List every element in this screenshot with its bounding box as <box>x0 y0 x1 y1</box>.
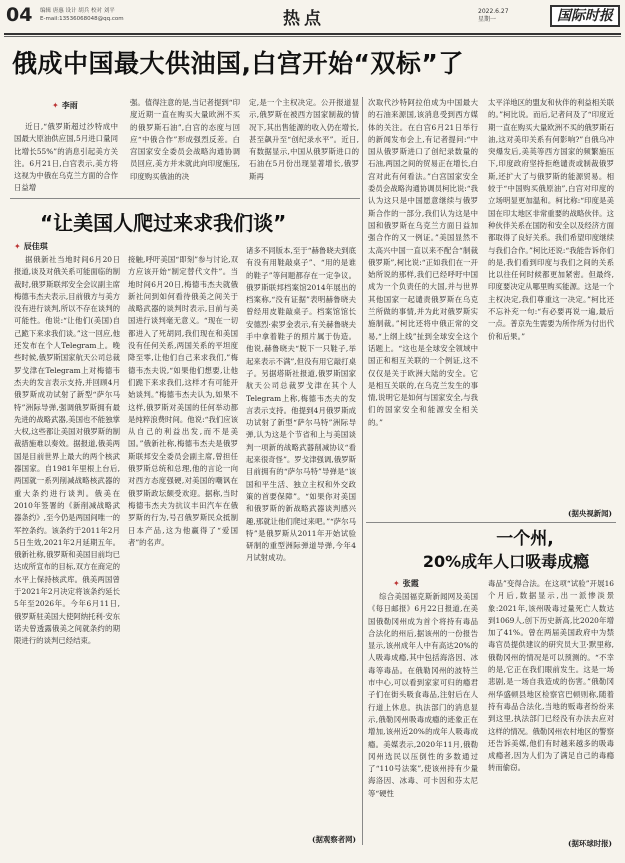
editor-meta <box>40 7 210 23</box>
article2-col3 <box>246 245 356 830</box>
article2-byline <box>14 241 48 252</box>
article1-col1-text: 近日,“俄罗斯超过沙特成中国最大原油供应国,5月进口量同比增长55%”的消息引起美方关注。6月21日,白宫表示,美方将这视为中俄在乌克兰方面的合作日益增 <box>14 122 118 193</box>
article2-headline: “让美国人爬过来求我们谈” <box>40 211 287 235</box>
article1-credit: (据央视新闻) <box>568 509 612 518</box>
article2-col1-text: 据俄新社当地时间6月20日报道,谈及对俄关系可能面临的制裁时,俄罗斯联邦安全会议副主席梅德韦杰夫表示,目前俄方与美方没有进行谈判,所以不存在谈判的可能性。他说:“让他们(美国)自己跪下来求我们谈。”这一回应,他还发布在个人Telegram上。晚些时候,俄罗斯国家航天公司总裁罗戈津在Telegram上对梅德韦杰夫的发言表示支持,并回顾4月俄罗斯成功试射了新型“萨尔马特”洲际导弹,强调俄罗斯拥有最先进的战略武器,美国也不能独掌大权,这些都让美国对俄罗斯的制裁措施难以奏效。据报道,俄美两国是目前世界上最大的两个核武器国家。自1981年里根上台后,两国就一系列削减战略核武器的重大条约进行谈判。俄美在2010年签署的《新削减战略武器条约》,至今仍是两国间唯一的军控条约。该条约于2011年2月5日生效,2021年2月延期五年。俄新社称,俄罗斯和美国目前均已达成所宣布的目标,双方在商定的水平上保持核武库。俄美两国曾于2021年2月决定将该条约延长5年至2026年。今年6月11日,俄罗斯驻美国大使阿纳托利·安东诺夫曾透露俄美之间就条约的期限进行的谈判已经结束。 <box>14 255 120 646</box>
article1-headline: 俄成中国最大供油国,白宫开始“双标”了 <box>12 49 464 78</box>
article1-col3 <box>249 97 359 193</box>
article3-col2 <box>488 578 614 832</box>
article3-headline-line2: 20%成年人口吸毒成瘾 <box>422 552 590 571</box>
article1-byline <box>52 100 78 111</box>
article1-author: 李雨 <box>61 101 78 110</box>
issue-date <box>478 8 548 24</box>
email-line: E-mail:13536068048@qq.com <box>40 16 124 22</box>
article2-col3-text: 诸多不同版本,至于“赫鲁晓夫到底有没有用鞋敲桌子”、“用的是谁的鞋子”等问题都存在一定争议。俄罗斯联邦档案馆2014年展出的档案称,“没有证据”表明赫鲁晓夫曾经用皮鞋敲桌子。档案馆馆长安德烈·索罗金表示,有关赫鲁晓夫手中拿着鞋子的照片属于伪造。他说,赫鲁晓夫“脱下一只鞋子,举起来表示不满”,但没有用它敲打桌子。另据塔斯社报道,俄罗斯国家航天公司总裁罗戈津在其个人Telegram上称,梅德韦杰夫的发言表示支持。他提到4月俄罗斯成功试射了新型“萨尔马特”洲际导弹,认为这是个节省和上与美国谈判一项新的战略武器削减协议“看起来很奇怪”。罗戈津强调,俄罗斯目前拥有的“萨尔马特”导弹是“该国和平生活、独立主权和外交政策的首要保障”。“如果你对美国和俄罗斯的新战略武器谈判感兴趣,那就让他们爬过来吧。”“萨尔马特”是俄罗斯从2011年开始试验研制的重型洲际弹道导弹,今年4月试射成功。 <box>246 246 356 563</box>
header-rule <box>4 33 621 35</box>
article3-byline <box>393 578 419 589</box>
page-number: 04 <box>6 4 33 26</box>
divider-vert <box>362 97 363 845</box>
divider-a1 <box>10 198 360 199</box>
article1-col2 <box>130 97 240 193</box>
article2-col1 <box>14 254 120 848</box>
star-icon: ✦ <box>393 579 400 588</box>
masthead-logo: 国际时报 <box>550 5 620 27</box>
article1-col4 <box>368 97 478 547</box>
date-line: 2022.6.27 <box>478 8 509 15</box>
article2-credit: (据观察者网) <box>312 835 356 844</box>
article3-col1 <box>368 591 478 848</box>
article3-col1-text: 综合美国福克斯新闻网及美国《每日邮报》6月22日报道,在美国俄勒冈州成为首个将持有毒品合法化的州后,据该州的一份报告显示,该州成年人中有高达20%的人吸毒成瘾,其中包括海洛因、冰毒等毒品。在俄勒冈州的波特兰市中心,可以看到家家可归的瘾君子们在街头吸食毒品,注射后在人行道上休息。执法部门的消息显示,俄勒冈州吸毒成瘾的迹象正在增加,该州近20%的成年人吸毒成瘾。美媒表示,2020年11月,俄勒冈州选民以压倒性的多数通过了“110号法案”,使该州持有少量海洛因、冰毒、可卡因和芬太尼等“硬性 <box>368 592 478 798</box>
article2-col2-text: 接触,呼吁美国“即刻”参与讨论,双方应该开始“制定替代文件”。当地时间6月20日,梅德韦杰夫就俄新社问到如何看待俄美之间关于战略武器的谈判时表示,目前与美国进行谈判毫无意义。“现在一切都进入了死胡同,我们现在和美国没有任何关系,两国关系的平坦度降至零,让他们自己来求我们,”梅德韦杰夫说,“如果他们想要,让他们跪下来求我们,这样才有可能开始谈判。”梅德韦杰夫认为,如果不这样,俄罗斯对美国的任何举动都是纯粹浪费时间。他说:“我们应该从自己的利益出发,而不是美国。”俄新社称,梅德韦杰夫是俄罗斯联邦安全委员会副主席,曾担任俄罗斯总统和总理,他的言论一向对西方态度强硬,对美国的嘲讽在俄罗斯政坛颇受欢迎。据称,当时梅德韦杰夫为抗议丰田汽车在俄罗斯的行为,号召俄罗斯民众抵制日本产品,这为他赢得了“爱国者”的名声。 <box>128 255 238 547</box>
star-icon: ✦ <box>14 242 21 251</box>
article2-col2 <box>128 254 238 848</box>
star-icon: ✦ <box>52 101 59 110</box>
section-title: 热点 <box>283 9 325 29</box>
header-rule-thin <box>4 36 621 37</box>
weekday-line: 星期一 <box>478 16 497 23</box>
article1-col1 <box>14 121 118 193</box>
article3-col2-text: 毒品”变得合法。在这项“试验”开展16个月后,数据显示,出一派惨淡景象:2021年,该州吸毒过量死亡人数达到1069人,创下历史新高,比2020年增加了41%。曾在两届美国政府中为禁毒官员提供建议的研究员大卫·默里称,俄勒冈州的情况是可以预测的。“不幸的是,它正在我们眼前发生。这是一场悲剧,是一场自我造成的伤害。”俄勒冈州华盛顿县地区检察官巴顿则称,随着持有毒品合法化,当地的贩毒者纷纷来到这里,执法部门已经没有办法去应对这样的情况。俄勒冈州农村地区的警察还告诉美媒,他们有时越来越多的吸毒成瘾者,因为人们为了满足自己的毒瘾转而偷窃。 <box>488 579 614 773</box>
article1-col5-text: 太平洋地区的盟友和伙伴的利益相关联的。”柯比说。而后,记者问及了“印度近期一直在购买大量欧洲不买的俄罗斯石油,这对美印关系有何影响?”自俄乌冲突爆发后,美英等西方国家的频繁施压下,印度政府坚持拒绝谴责或制裁俄罗斯,还扩大了与俄罗斯的能源贸易。相较于“中国购买俄原油”,白宫对印度的立场明显更加温和。柯比称:“印度是美国在印太地区非常重要的战略伙伴。这种伙伴关系在国防和安全以及经济方面都取得了良好关系。我们希望印度继续与我们合作。”柯比还说:“我能告诉你们的是,我们看到印度与我们之间的关系比以往任何时候都更加紧密。但最终,印度要决定从哪里购买能源。这是一个主权决定,我们尊重这一决定。”柯比还不忘补充一句:“有必要再说一遍,最后一点。普京先生需要为所作所为付出代价和后果。” <box>488 98 614 341</box>
divider-a3 <box>366 522 616 523</box>
article1-col2-text: 强。值得注意的是,当记者提到“印度近期一直在购买大量欧洲不买的俄罗斯石油”,白宫的态度与回应“中俄合作”形成强烈反差。白宫国家安全委员会战略沟通协调员回应,美方并未就此向印度施压,印度购买俄油的决 <box>130 98 240 181</box>
article3-headline-line1: 一个州, <box>496 529 554 549</box>
article1-col3-text: 定,是一个主权决定。公开报道显示,俄罗斯在被西方国家制裁的情况下,其出售能源的收入仍在增长,甚至飙升至“创纪录水平”。近日,有数据显示,中国从俄罗斯进口的石油在5月份出现显著增长,俄罗斯再 <box>249 98 359 181</box>
article2-author: 辰佳琪 <box>23 242 48 251</box>
editor-line: 编辑 唐惠 设计 胡兵 校对 刘平 <box>40 8 115 14</box>
article3-author: 张霞 <box>402 579 419 588</box>
article1-col4-text: 次取代沙特阿拉伯成为中国最大的石油来源国,该消息受到西方媒体的关注。在白宫6月21日举行的新闻发布会上,有记者提问:“中国从俄罗斯进口了创纪录数量的石油,两国之间的贸易正在增长,白宫对此有何看法。”白宫国家安全委员会战略沟通协调员柯比说:“我认为这只是中国愿意继续与俄罗斯合作的一部分,我们认为这是中国和俄罗斯在乌克兰方面日益加强合作的又一例证。”美国显然不太高兴中国一直以来不配合“制裁俄罗斯”,柯比说:“正如我们在一开始所说的那样,我们已经呼吁中国成为一个负责任的大国,并与世界其他国家一起谴责俄罗斯在乌克兰所做的事情,并为此对俄罗斯实施制裁。”柯比还将中俄正常的交易,“上纲上线”扯到全球安全这个话题上。“这也是全球安全领域中国正和相互关联的一个例证,这不仅仅是关于欧洲大陆的安全。它是相互关联的,在乌克兰发生的事情,说明它是如何与国家安全,与我们的国家安全和能源安全相关的。” <box>368 98 478 427</box>
article1-col5 <box>488 97 614 493</box>
article3-credit: (据环球时报) <box>568 839 612 848</box>
